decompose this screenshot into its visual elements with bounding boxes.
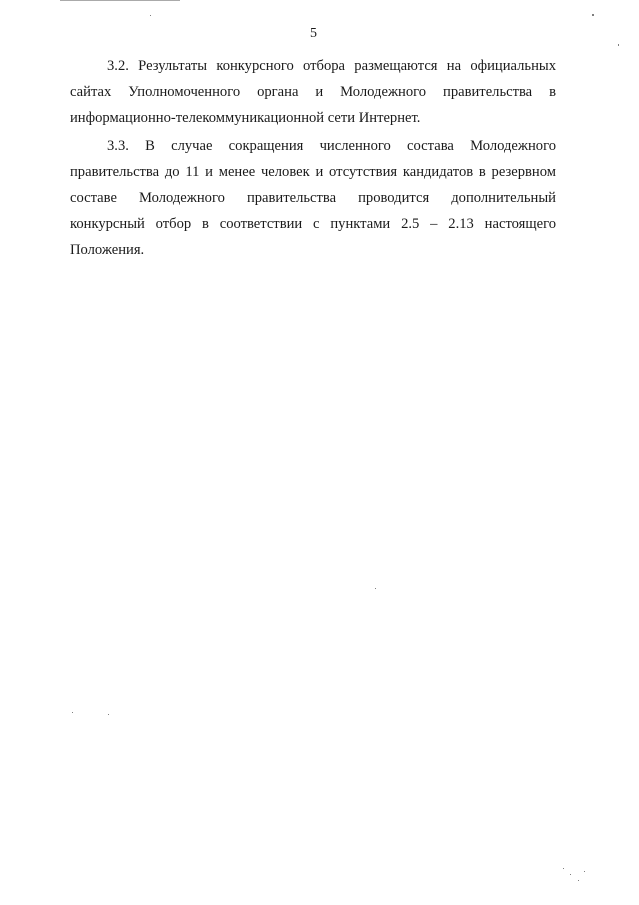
paragraph-3-2: 3.2. Результаты конкурсного отбора размещаются на официальных сайтах Уполномоченного органа и Молодежного правительства в информационно-телекоммуникационной сети Интернет. [70,58,556,126]
scan-speck [375,588,376,589]
scan-speck [150,15,151,16]
scan-speck [618,44,619,46]
scan-speck [578,880,579,881]
scan-artifact-top-edge [60,0,180,1]
scan-speck [592,14,594,16]
paragraph-3-3: 3.3. В случае сокращения численного состава Молодежного правительства до 11 и менее человек и отсутствия кандидатов в резервном составе Молодежного правительства проводится дополнительный конкурсный отбор в соответствии с пунктами 2.5 – 2.13 настоящего Положения. [70,138,556,258]
scan-speck [570,874,571,875]
scan-speck [108,714,109,715]
document-body [70,53,556,263]
scan-speck [584,871,585,872]
scan-speck [72,712,73,713]
page-number: 5 [310,26,317,41]
scan-speck [563,868,564,869]
